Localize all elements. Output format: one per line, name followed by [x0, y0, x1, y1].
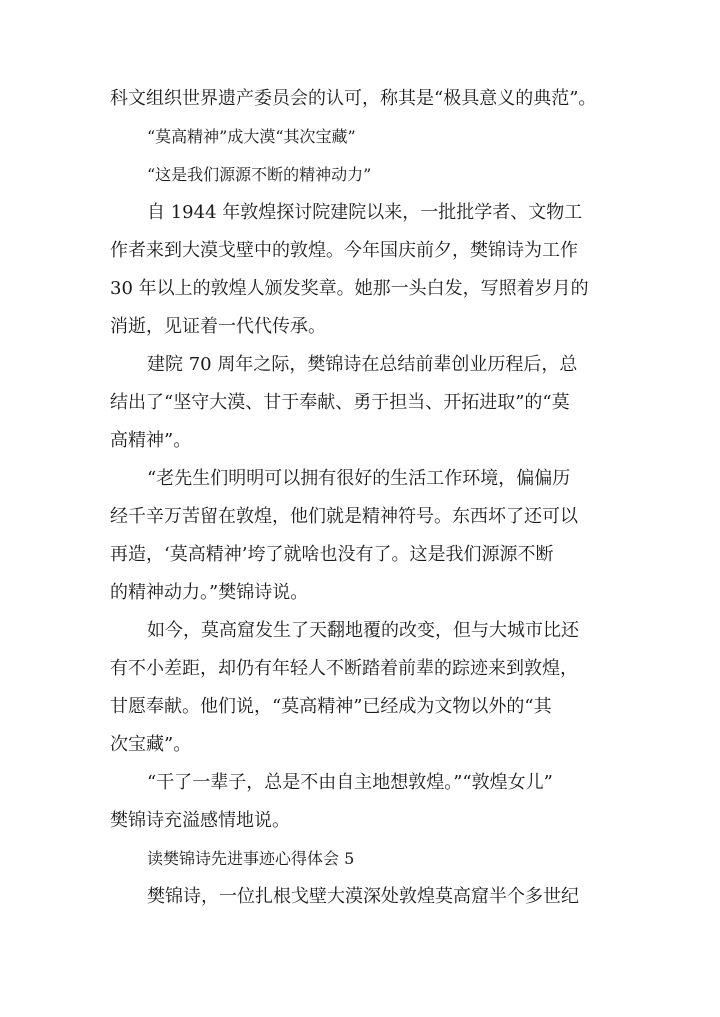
- paragraph-line: 经千辛万苦留在敦煌，他们就是精神符号。东西坏了还可以: [110, 506, 578, 527]
- paragraph-line: 建院 70 周年之际，樊锦诗在总结前辈创业历程后，总: [147, 354, 578, 375]
- paragraph-line: 的精神动力。”樊锦诗说。: [110, 582, 309, 603]
- paragraph-line: 消逝，见证着一代代传承。: [110, 316, 326, 337]
- paragraph-line: “老先生们明明可以拥有很好的生活工作环境，偏偏历: [147, 468, 571, 489]
- document-page: [110, 85, 610, 911]
- paragraph-line: 30 年以上的敦煌人颁发奖章。她那一头白发，写照着岁月的: [110, 278, 589, 299]
- paragraph-line: 再造，‘莫高精神’垮了就啥也没有了。这是我们源源不断: [110, 544, 554, 565]
- paragraph-line: 结出了“坚守大漠、甘于奉献、勇于担当、开拓进取”的“莫: [110, 392, 570, 413]
- paragraph-line: 如今，莫高窟发生了天翻地覆的改变，但与大城市比还: [147, 620, 579, 641]
- paragraph-line: 科文组织世界遗产委员会的认可，称其是“极具意义的典范”。: [110, 88, 597, 109]
- paragraph-line: 樊锦诗，一位扎根戈壁大漠深处敦煌莫高窟半个多世纪: [147, 886, 579, 907]
- paragraph-line: 次宝藏”。: [110, 734, 192, 755]
- section-subheading: “这是我们源源不断的精神动力”: [147, 165, 372, 184]
- paragraph-line: 高精神”。: [110, 430, 192, 451]
- paragraph-line: 作者来到大漠戈壁中的敦煌。今年国庆前夕，樊锦诗为工作: [110, 240, 578, 261]
- article-title: 读樊锦诗先进事迹心得体会 5: [147, 849, 355, 868]
- paragraph-line: 樊锦诗充溢感情地说。: [110, 810, 290, 831]
- paragraph-line: 甘愿奉献。他们说，“莫高精神”已经成为文物以外的“其: [110, 696, 552, 717]
- paragraph-line: “干了一辈子，总是不由自主地想敦煌。”“敦煌女儿”: [147, 772, 553, 793]
- section-heading: “莫高精神”成大漠“其次宝藏”: [147, 127, 356, 146]
- paragraph-line: 有不小差距，却仍有年轻人不断踏着前辈的踪迹来到敦煌，: [110, 658, 578, 679]
- paragraph-line: 自 1944 年敦煌探讨院建院以来，一批批学者、文物工: [147, 202, 583, 223]
